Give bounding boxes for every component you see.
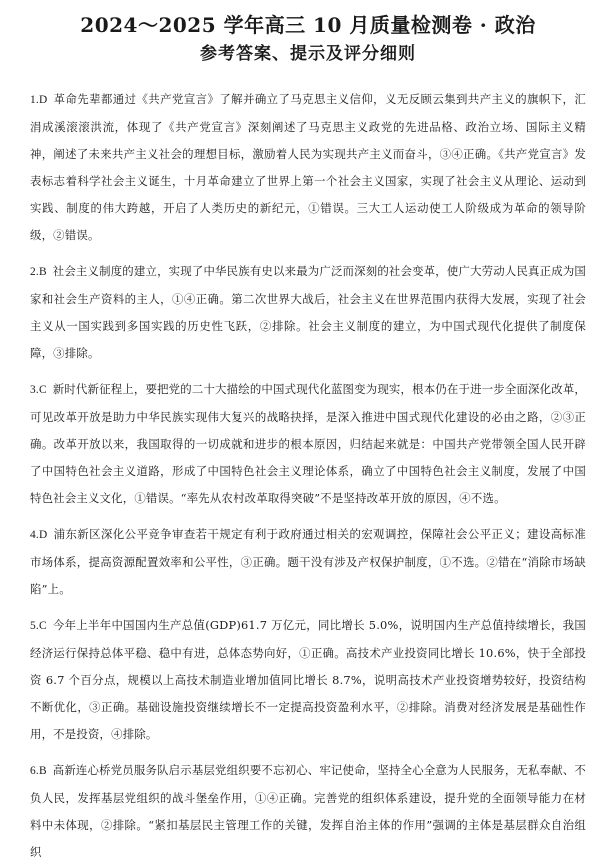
answer-item-6: [30, 757, 586, 866]
answer-item-5: [30, 612, 586, 748]
answer-item-3: [30, 376, 586, 512]
answer-item-2: [30, 258, 586, 367]
answer-number: 1.D: [30, 94, 48, 106]
answer-explanation: 革命先辈都通过《共产党宣言》了解并确立了马克思主义信仰，义无反顾云集到共产主义的旗帜下，汇涓成溪滚滚洪流，体现了《共产党宣言》深刻阐述了马克思主义政党的先进品格、政治立场、国际主义精神，阐述了未来共产主义社会的理想目标，激励着人民为实现共产主义而奋斗，③④正确。《共产党宣言》发表标志着科学社会主义诞生，十月革命建立了世界上第一个社会主义国家，实现了社会主义从理论、运动到实践、制度的伟大跨越，开启了人类历史的新纪元，①错误。三大工人运动使工人阶级成为革命的领导阶级，②错误。: [30, 92, 586, 242]
answer-number: 6.B: [30, 765, 47, 777]
document-subtitle: 参考答案、提示及评分细则: [200, 44, 416, 64]
answer-explanation: 社会主义制度的建立，实现了中华民族有史以来最为广泛而深刻的社会变革，使广大劳动人民真正成为国家和社会生产资料的主人，①④正确。第二次世界大战后，社会主义在世界范围内获得大发展，实现了社会主义从一国实践到多国实践的历史性飞跃，②排除。社会主义制度的建立，为中国式现代化提供了制度保障，③排除。: [30, 264, 586, 360]
answer-number: 2.B: [30, 266, 47, 278]
answer-list: [30, 86, 586, 866]
answer-number: 3.C: [30, 384, 47, 396]
answer-explanation: 高新连心桥党员服务队启示基层党组织要不忘初心、牢记使命，坚持全心全意为人民服务，无私奉献、不负人民，发挥基层党组织的战斗堡垒作用，①④正确。完善党的组织体系建设，提升党的全面领导能力在材料中未体现，②排除。“紧扣基层民主管理工作的关键，发挥自治主体的作用”强调的主体是基层群众自治组织: [30, 763, 586, 859]
answer-item-1: [30, 86, 586, 249]
answer-explanation: 新时代新征程上，要把党的二十大描绘的中国式现代化蓝图变为现实，根本仍在于进一步全面深化改革，可见改革开放是助力中华民族实现伟大复兴的战略抉择，是深入推进中国式现代化建设的必由之路，②③正确。改革开放以来，我国取得的一切成就和进步的根本原因，归结起来就是：中国共产党带领全国人民开辟了中国特色社会主义道路，形成了中国特色社会主义理论体系，确立了中国特色社会主义制度，发展了中国特色社会主义文化，①错误。“率先从农村改革取得突破”不是坚持改革开放的原因，④不选。: [30, 382, 586, 505]
document-title: 2024～2025 学年高三 10 月质量检测卷 · 政治: [80, 13, 536, 37]
answer-number: 4.D: [30, 529, 48, 541]
answer-explanation: 今年上半年中国国内生产总值(GDP)61.7 万亿元，同比增长 5.0%，说明国内生产总值持续增长，我国经济运行保持总体平稳、稳中有进，总体态势向好，①正确。高技术产业投资同比增长 10.6%，快于全部投资 6.7 个百分点，规模以上高技术制造业增加值同比增长 8.7%，说明高技术产业投资增势较好，投资结构不断优化，③正确。基础设施投资继续增长不一定提高投资盈利水平，②排除。消费对经济发展是基础性作用，不是投资，④排除。: [30, 618, 586, 741]
answer-item-4: [30, 521, 586, 603]
answer-number: 5.C: [30, 620, 47, 632]
answer-explanation: 浦东新区深化公平竞争审查若干规定有利于政府通过相关的宏观调控，保障社会公平正义；建设高标准市场体系，提高资源配置效率和公平性，③正确。题干没有涉及产权保护制度，①不选。②错在“消除市场缺陷”上。: [30, 527, 586, 596]
